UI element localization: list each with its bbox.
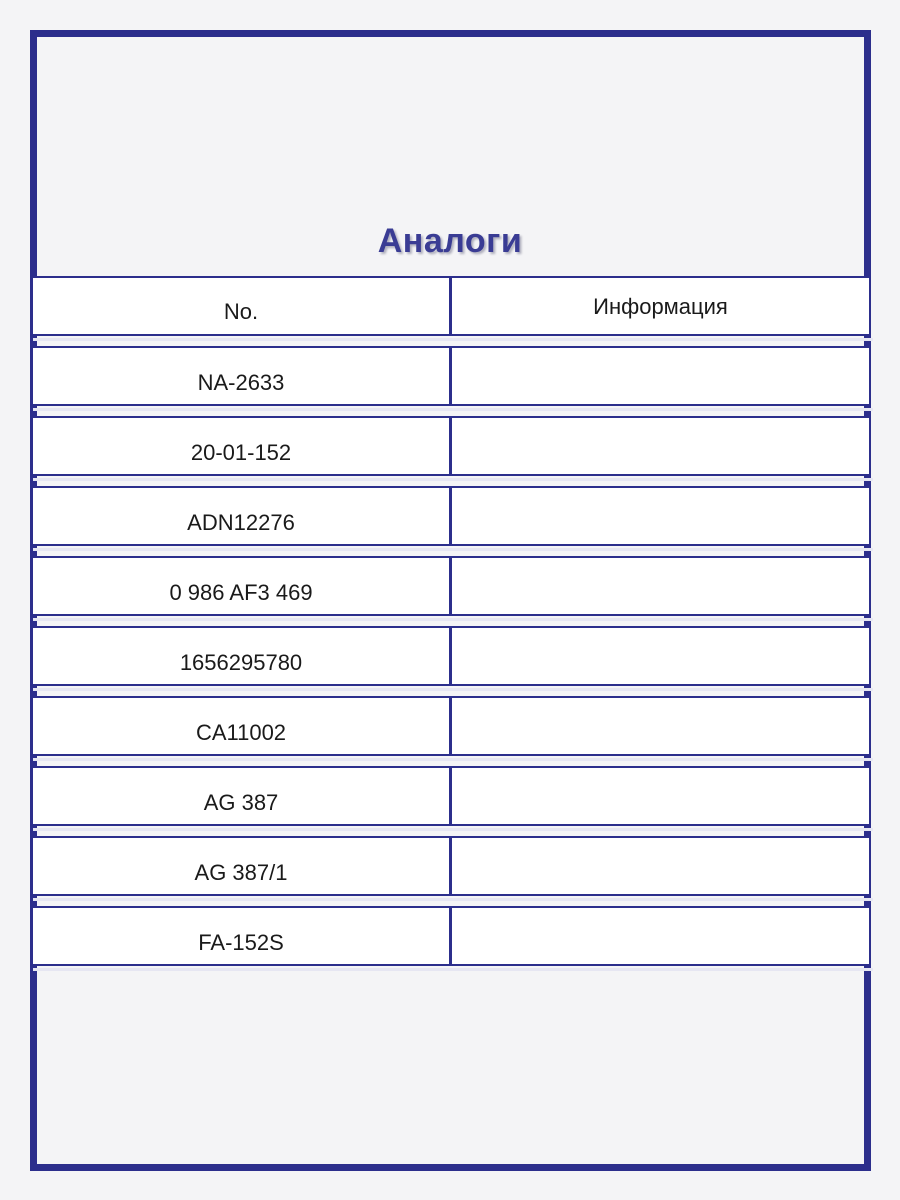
- page-title: Аналоги: [377, 222, 523, 260]
- cell-info: [451, 696, 871, 756]
- cell-no: 1656295780: [31, 626, 451, 686]
- cell-no: 20-01-152: [31, 416, 451, 476]
- cell-info: [451, 906, 871, 966]
- header-no: No.: [31, 276, 451, 336]
- table-header-row: [31, 276, 871, 336]
- table-row: [31, 416, 871, 476]
- cell-no: 0 986 AF3 469: [31, 556, 451, 616]
- cell-info: [451, 836, 871, 896]
- table-row: [31, 486, 871, 546]
- cell-info: [451, 416, 871, 476]
- table-row: [31, 626, 871, 686]
- table-row: [31, 696, 871, 756]
- cell-info: [451, 486, 871, 546]
- cell-no: ADN12276: [31, 486, 451, 546]
- cell-no: AG 387: [31, 766, 451, 826]
- cell-info: [451, 626, 871, 686]
- table-row: [31, 836, 871, 896]
- cell-no: FA-152S: [31, 906, 451, 966]
- cell-info: [451, 346, 871, 406]
- table-row: [31, 556, 871, 616]
- cell-no: AG 387/1: [31, 836, 451, 896]
- table-row: [31, 346, 871, 406]
- cell-info: [451, 766, 871, 826]
- table-row: [31, 766, 871, 826]
- cell-no: CA11002: [31, 696, 451, 756]
- header-info: Информация: [451, 276, 871, 336]
- cell-info: [451, 556, 871, 616]
- table-row: [31, 906, 871, 966]
- cell-no: NA-2633: [31, 346, 451, 406]
